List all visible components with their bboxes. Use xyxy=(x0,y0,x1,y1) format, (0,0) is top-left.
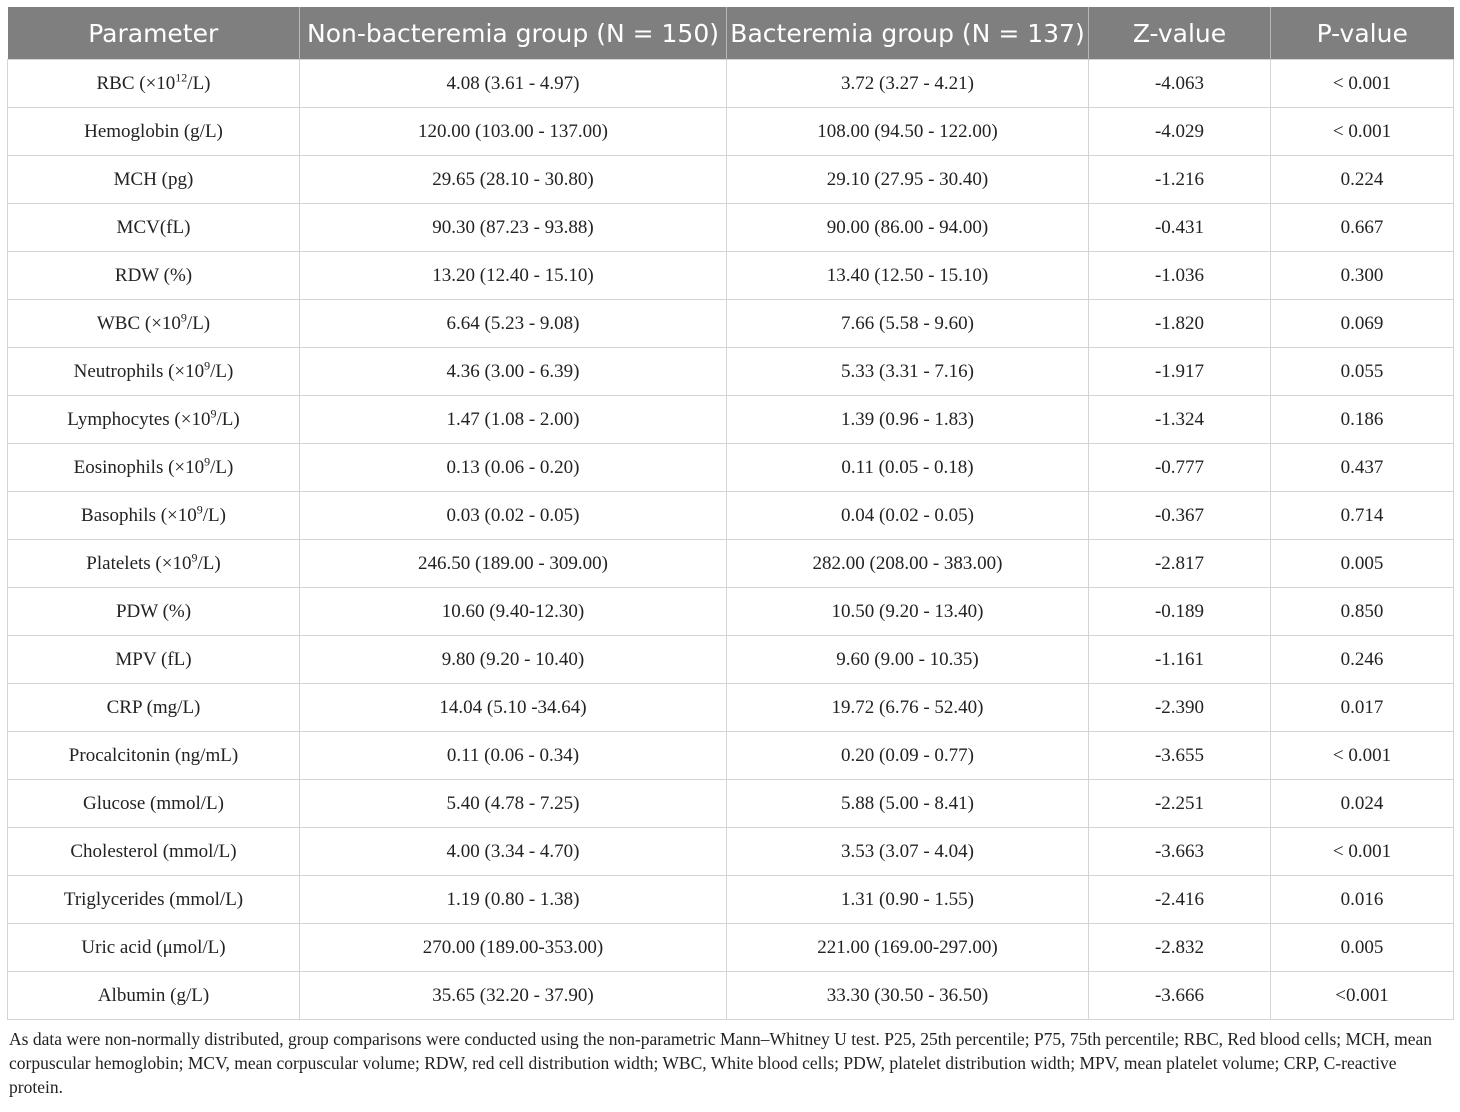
cell-parameter xyxy=(8,924,300,972)
parameter-exponent: 9 xyxy=(204,358,211,373)
table-row xyxy=(8,156,1454,204)
cell-p-value: 0.016 xyxy=(1271,876,1454,924)
parameter-exponent: 12 xyxy=(175,70,188,85)
cell-parameter xyxy=(8,300,300,348)
table-row xyxy=(8,828,1454,876)
cell-non-bacteremia: 4.08 (3.61 - 4.97) xyxy=(300,60,727,108)
cell-bacteremia: 9.60 (9.00 - 10.35) xyxy=(727,636,1089,684)
table-row xyxy=(8,300,1454,348)
cell-p-value: 0.017 xyxy=(1271,684,1454,732)
cell-z-value: -1.324 xyxy=(1089,396,1271,444)
cell-parameter xyxy=(8,972,300,1020)
cell-bacteremia: 0.20 (0.09 - 0.77) xyxy=(727,732,1089,780)
table-row xyxy=(8,60,1454,108)
cell-bacteremia: 33.30 (30.50 - 36.50) xyxy=(727,972,1089,1020)
parameter-label: CRP (mg/L) xyxy=(106,696,201,718)
cell-p-value: <0.001 xyxy=(1271,972,1454,1020)
parameter-label: Cholesterol (mmol/L) xyxy=(70,840,237,862)
cell-bacteremia: 282.00 (208.00 - 383.00) xyxy=(727,540,1089,588)
parameter-label: WBC (×10 xyxy=(96,312,181,334)
table-row xyxy=(8,252,1454,300)
cell-bacteremia: 13.40 (12.50 - 15.10) xyxy=(727,252,1089,300)
cell-z-value: -4.063 xyxy=(1089,60,1271,108)
cell-parameter xyxy=(8,636,300,684)
cell-p-value: < 0.001 xyxy=(1271,60,1454,108)
parameter-label: PDW (%) xyxy=(115,600,192,622)
cell-bacteremia: 108.00 (94.50 - 122.00) xyxy=(727,108,1089,156)
cell-non-bacteremia: 6.64 (5.23 - 9.08) xyxy=(300,300,727,348)
table-row xyxy=(8,204,1454,252)
table-row xyxy=(8,924,1454,972)
parameter-unit-suffix: /L) xyxy=(187,72,211,94)
parameter-unit-suffix: /L) xyxy=(186,312,211,334)
table-row xyxy=(8,396,1454,444)
cell-bacteremia: 5.33 (3.31 - 7.16) xyxy=(727,348,1089,396)
cell-non-bacteremia: 90.30 (87.23 - 93.88) xyxy=(300,204,727,252)
cell-p-value: 0.300 xyxy=(1271,252,1454,300)
cell-parameter xyxy=(8,204,300,252)
table-container xyxy=(7,7,1453,1099)
header-row xyxy=(8,7,1454,60)
cell-z-value: -2.832 xyxy=(1089,924,1271,972)
cell-non-bacteremia: 0.13 (0.06 - 0.20) xyxy=(300,444,727,492)
table-row xyxy=(8,684,1454,732)
comparison-table xyxy=(7,7,1454,1020)
parameter-label: RBC (×10 xyxy=(96,72,176,94)
parameter-unit-suffix: /L) xyxy=(210,456,234,478)
cell-z-value: -0.367 xyxy=(1089,492,1271,540)
parameter-label: Lymphocytes (×10 xyxy=(67,408,211,430)
cell-z-value: -0.431 xyxy=(1089,204,1271,252)
header-z-value: Z-value xyxy=(1089,7,1271,60)
cell-p-value: 0.005 xyxy=(1271,540,1454,588)
cell-non-bacteremia: 5.40 (4.78 - 7.25) xyxy=(300,780,727,828)
cell-parameter xyxy=(8,540,300,588)
cell-bacteremia: 0.11 (0.05 - 0.18) xyxy=(727,444,1089,492)
cell-p-value: 0.224 xyxy=(1271,156,1454,204)
parameter-label: Neutrophils (×10 xyxy=(73,360,205,382)
header-non-bacteremia: Non-bacteremia group (N = 150) xyxy=(300,7,727,60)
parameter-exponent: 9 xyxy=(204,454,211,469)
cell-parameter xyxy=(8,444,300,492)
cell-non-bacteremia: 14.04 (5.10 -34.64) xyxy=(300,684,727,732)
cell-bacteremia: 5.88 (5.00 - 8.41) xyxy=(727,780,1089,828)
parameter-label: Albumin (g/L) xyxy=(97,984,210,1006)
cell-p-value: 0.667 xyxy=(1271,204,1454,252)
table-body xyxy=(8,60,1454,1020)
parameter-unit-suffix: /L) xyxy=(202,504,226,526)
table-row xyxy=(8,108,1454,156)
cell-parameter xyxy=(8,876,300,924)
cell-parameter xyxy=(8,684,300,732)
parameter-exponent: 9 xyxy=(196,502,203,517)
cell-bacteremia: 7.66 (5.58 - 9.60) xyxy=(727,300,1089,348)
cell-z-value: -2.416 xyxy=(1089,876,1271,924)
table-row xyxy=(8,588,1454,636)
cell-parameter xyxy=(8,588,300,636)
cell-p-value: 0.437 xyxy=(1271,444,1454,492)
cell-non-bacteremia: 35.65 (32.20 - 37.90) xyxy=(300,972,727,1020)
cell-parameter xyxy=(8,60,300,108)
cell-z-value: -1.036 xyxy=(1089,252,1271,300)
parameter-label: Basophils (×10 xyxy=(81,504,197,526)
cell-non-bacteremia: 29.65 (28.10 - 30.80) xyxy=(300,156,727,204)
parameter-label: MCV(fL) xyxy=(116,216,191,238)
cell-bacteremia: 3.53 (3.07 - 4.04) xyxy=(727,828,1089,876)
parameter-unit-suffix: /L) xyxy=(210,360,234,382)
parameter-unit-suffix: /L) xyxy=(216,408,240,430)
cell-z-value: -3.663 xyxy=(1089,828,1271,876)
cell-non-bacteremia: 1.19 (0.80 - 1.38) xyxy=(300,876,727,924)
cell-p-value: < 0.001 xyxy=(1271,108,1454,156)
parameter-label: Hemoglobin (g/L) xyxy=(84,120,223,142)
cell-z-value: -2.251 xyxy=(1089,780,1271,828)
parameter-label: Glucose (mmol/L) xyxy=(83,792,224,814)
parameter-label: MCH (pg) xyxy=(113,168,194,190)
cell-bacteremia: 1.31 (0.90 - 1.55) xyxy=(727,876,1089,924)
cell-bacteremia: 29.10 (27.95 - 30.40) xyxy=(727,156,1089,204)
parameter-label: Procalcitonin (ng/mL) xyxy=(68,744,239,766)
cell-parameter xyxy=(8,348,300,396)
cell-parameter xyxy=(8,780,300,828)
cell-z-value: -1.917 xyxy=(1089,348,1271,396)
table-row xyxy=(8,972,1454,1020)
cell-p-value: < 0.001 xyxy=(1271,732,1454,780)
cell-p-value: 0.005 xyxy=(1271,924,1454,972)
cell-p-value: 0.024 xyxy=(1271,780,1454,828)
cell-non-bacteremia: 10.60 (9.40-12.30) xyxy=(300,588,727,636)
cell-parameter xyxy=(8,108,300,156)
cell-z-value: -1.820 xyxy=(1089,300,1271,348)
cell-parameter xyxy=(8,732,300,780)
parameter-exponent: 9 xyxy=(180,310,187,325)
cell-bacteremia: 90.00 (86.00 - 94.00) xyxy=(727,204,1089,252)
cell-non-bacteremia: 120.00 (103.00 - 137.00) xyxy=(300,108,727,156)
table-row xyxy=(8,492,1454,540)
cell-bacteremia: 221.00 (169.00-297.00) xyxy=(727,924,1089,972)
cell-bacteremia: 3.72 (3.27 - 4.21) xyxy=(727,60,1089,108)
parameter-label: Uric acid (μmol/L) xyxy=(81,936,226,958)
header-parameter: Parameter xyxy=(8,7,300,60)
table-row xyxy=(8,732,1454,780)
cell-p-value: 0.246 xyxy=(1271,636,1454,684)
cell-bacteremia: 19.72 (6.76 - 52.40) xyxy=(727,684,1089,732)
cell-bacteremia: 10.50 (9.20 - 13.40) xyxy=(727,588,1089,636)
cell-z-value: -3.655 xyxy=(1089,732,1271,780)
table-row xyxy=(8,444,1454,492)
parameter-unit-suffix: /L) xyxy=(197,552,221,574)
parameter-label: Triglycerides (mmol/L) xyxy=(63,888,244,910)
cell-non-bacteremia: 13.20 (12.40 - 15.10) xyxy=(300,252,727,300)
parameter-exponent: 9 xyxy=(191,550,198,565)
table-footnote: As data were non-normally distributed, group comparisons were conducted using the non-parametric Mann–Whitney U test. P25, 25th percentile; P75, 75th percentile; RBC, Red blood cells; MCH, mean corpuscular hemoglobin; MCV, mean corpuscular volume; RDW, red cell distribution width; WBC, White blood cells; PDW, platelet distribution width; MPV, mean platelet volume; CRP, C-reactive protein. xyxy=(9,1029,1433,1097)
cell-z-value: -4.029 xyxy=(1089,108,1271,156)
cell-non-bacteremia: 246.50 (189.00 - 309.00) xyxy=(300,540,727,588)
cell-parameter xyxy=(8,396,300,444)
cell-p-value: 0.850 xyxy=(1271,588,1454,636)
parameter-label: Eosinophils (×10 xyxy=(73,456,205,478)
cell-p-value: < 0.001 xyxy=(1271,828,1454,876)
cell-z-value: -2.817 xyxy=(1089,540,1271,588)
cell-p-value: 0.186 xyxy=(1271,396,1454,444)
cell-z-value: -1.216 xyxy=(1089,156,1271,204)
table-row xyxy=(8,348,1454,396)
cell-p-value: 0.714 xyxy=(1271,492,1454,540)
cell-z-value: -0.189 xyxy=(1089,588,1271,636)
cell-z-value: -3.666 xyxy=(1089,972,1271,1020)
cell-non-bacteremia: 4.36 (3.00 - 6.39) xyxy=(300,348,727,396)
cell-non-bacteremia: 270.00 (189.00-353.00) xyxy=(300,924,727,972)
parameter-label: Platelets (×10 xyxy=(86,552,192,574)
cell-p-value: 0.069 xyxy=(1271,300,1454,348)
cell-non-bacteremia: 0.11 (0.06 - 0.34) xyxy=(300,732,727,780)
cell-parameter xyxy=(8,492,300,540)
table-row xyxy=(8,636,1454,684)
cell-z-value: -1.161 xyxy=(1089,636,1271,684)
cell-z-value: -2.390 xyxy=(1089,684,1271,732)
cell-non-bacteremia: 4.00 (3.34 - 4.70) xyxy=(300,828,727,876)
parameter-label: RDW (%) xyxy=(114,264,193,286)
table-row xyxy=(8,876,1454,924)
table-row xyxy=(8,780,1454,828)
cell-p-value: 0.055 xyxy=(1271,348,1454,396)
cell-parameter xyxy=(8,828,300,876)
header-bacteremia: Bacteremia group (N = 137) xyxy=(727,7,1089,60)
parameter-exponent: 9 xyxy=(210,406,217,421)
cell-non-bacteremia: 1.47 (1.08 - 2.00) xyxy=(300,396,727,444)
cell-non-bacteremia: 0.03 (0.02 - 0.05) xyxy=(300,492,727,540)
cell-parameter xyxy=(8,252,300,300)
cell-z-value: -0.777 xyxy=(1089,444,1271,492)
cell-parameter xyxy=(8,156,300,204)
table-row xyxy=(8,540,1454,588)
cell-bacteremia: 0.04 (0.02 - 0.05) xyxy=(727,492,1089,540)
header-p-value: P-value xyxy=(1271,7,1454,60)
cell-non-bacteremia: 9.80 (9.20 - 10.40) xyxy=(300,636,727,684)
parameter-label: MPV (fL) xyxy=(115,648,192,670)
cell-bacteremia: 1.39 (0.96 - 1.83) xyxy=(727,396,1089,444)
